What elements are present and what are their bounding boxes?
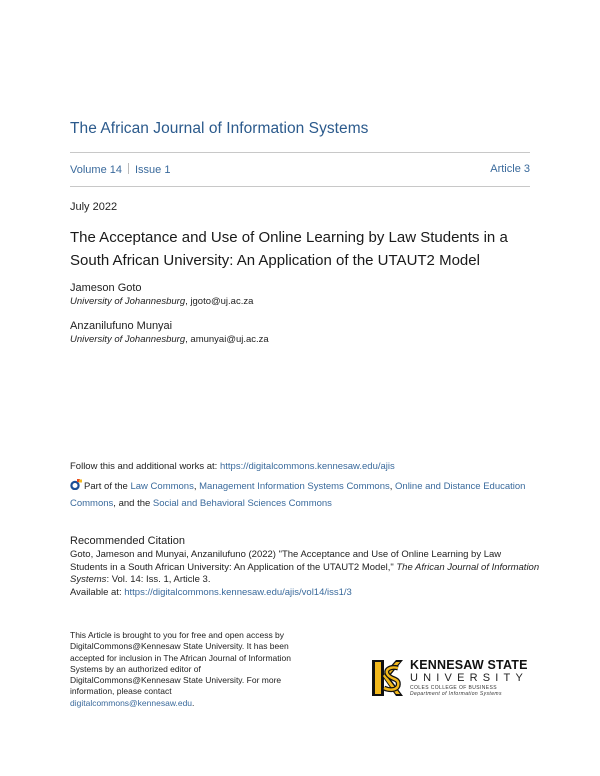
volume-row xyxy=(70,163,530,176)
author-email: amunyai@uj.ac.za xyxy=(190,334,269,345)
ksu-logo xyxy=(370,658,528,698)
ksu-ks-mark-icon xyxy=(370,658,404,698)
recommended-citation: Recommended Citation Goto, Jameson and Munyai, Anzanilufuno (2022) "The Acceptance and Use of Online Learning by Law Students in a South African University: An Application of the UTAUT2 Model," The African Journal of Information Systems: Vol. 14: Iss. 1, Article 3. Available at: https://digitalcommons.kennesaw.edu/ajis/vol14/iss1/3 xyxy=(70,535,540,598)
part-of-line: Part of the Law Commons, Management Information Systems Commons, Online and Distance Education Commons, and the Social and Behavioral Sciences Commons xyxy=(70,481,526,509)
follow-line: Follow this and additional works at: https://digitalcommons.kennesaw.edu/ajis xyxy=(70,461,395,472)
volume-link[interactable]: Volume 14 xyxy=(70,164,122,176)
citation-heading: Recommended Citation xyxy=(70,535,185,547)
author-affiliation: University of Johannesburg xyxy=(70,334,186,345)
logo-line-1: KENNESAW STATE xyxy=(410,658,528,672)
law-commons-link[interactable]: Law Commons xyxy=(130,481,194,492)
divider xyxy=(70,186,530,187)
mis-commons-link[interactable]: Management Information Systems Commons xyxy=(199,481,390,492)
follow-link[interactable]: https://digitalcommons.kennesaw.edu/ajis xyxy=(219,461,395,472)
issue-link[interactable]: Issue 1 xyxy=(134,164,171,176)
author-1: Jameson Goto University of Johannesburg, jgoto@uj.ac.za xyxy=(70,282,254,307)
logo-line-2: UNIVERSITY xyxy=(410,672,529,684)
journal-title[interactable]: The African Journal of Information Systems xyxy=(70,120,369,137)
logo-line-3: COLES COLLEGE OF BUSINESS xyxy=(410,685,497,691)
author-affiliation: University of Johannesburg xyxy=(70,296,186,307)
author-name: Jameson Goto xyxy=(70,282,142,294)
separator xyxy=(128,163,129,174)
network-icon xyxy=(70,479,82,490)
access-notice: This Article is brought to you for free and open access by DigitalCommons@Kennesaw State University. It has been accepted for inclusion in The African Journal of Information Systems by an authorized editor of DigitalCommons@Kennesaw State University. For more information, please contact digitalcommons@kennesaw.edu. xyxy=(70,630,291,708)
citation-journal: The African Journal of Information Systems xyxy=(70,561,540,585)
author-email: jgoto@uj.ac.za xyxy=(190,296,254,307)
divider xyxy=(70,152,530,153)
contact-email-link[interactable]: digitalcommons@kennesaw.edu xyxy=(70,697,193,708)
citation-text: Goto, Jameson and Munyai, Anzanilufuno (2022) "The Acceptance and Use of Online Learning by Law Students in a South African University: An Application of the UTAUT2 Model," xyxy=(70,549,502,573)
social-sciences-commons-link[interactable]: Social and Behavioral Sciences Commons xyxy=(152,497,332,509)
author-name: Anzanilufuno Munyai xyxy=(70,320,173,332)
article-title: The Acceptance and Use of Online Learning by Law Students in a South African University: An Application of the UTAUT2 Model xyxy=(70,229,508,269)
citation-link[interactable]: https://digitalcommons.kennesaw.edu/ajis/vol14/iss1/3 xyxy=(124,586,352,598)
author-2: Anzanilufuno Munyai University of Johannesburg, amunyai@uj.ac.za xyxy=(70,320,269,345)
article-number: Article 3 xyxy=(490,163,530,175)
online-education-commons-link[interactable]: Online and Distance Education Commons xyxy=(70,481,526,509)
publication-date: July 2022 xyxy=(70,201,118,213)
logo-line-4: Department of Information Systems xyxy=(410,691,502,697)
